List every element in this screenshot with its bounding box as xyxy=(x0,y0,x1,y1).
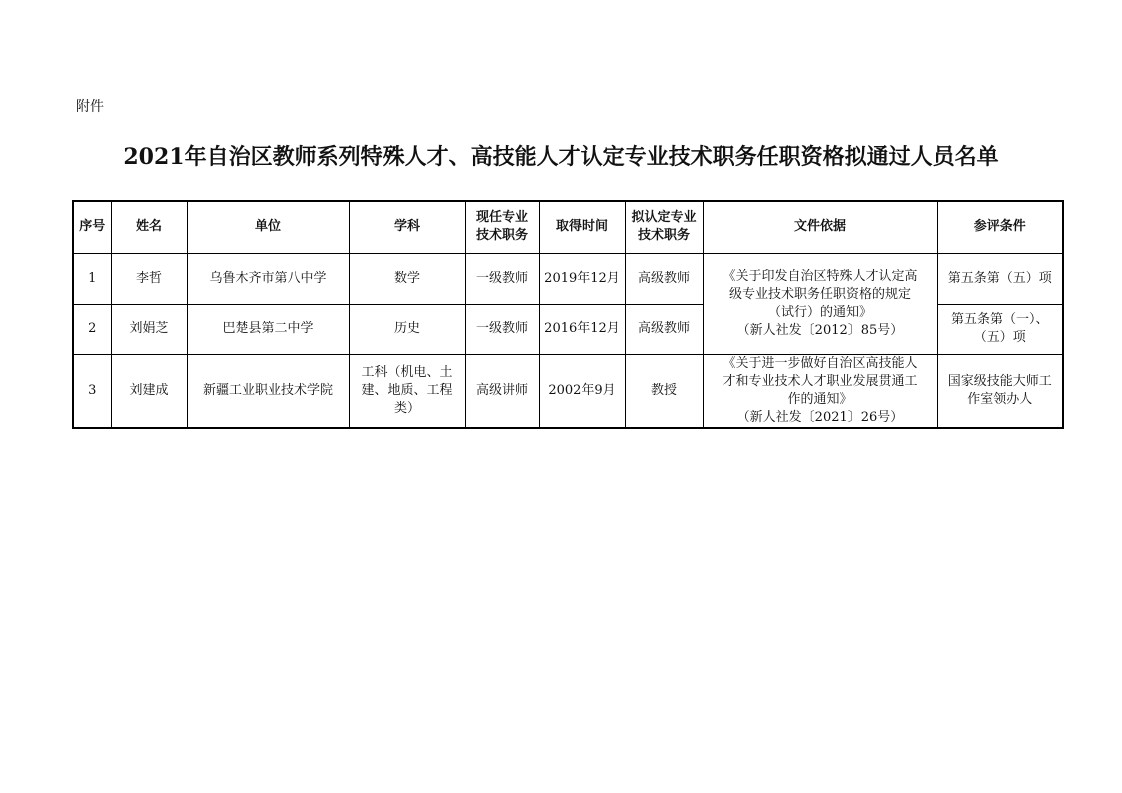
page-title: 2021年自治区教师系列特殊人才、高技能人才认定专业技术职务任职资格拟通过人员名单 xyxy=(123,144,999,170)
cell-criteria: 第五条第（五）项 xyxy=(937,253,1063,304)
cell-criteria xyxy=(937,304,1063,354)
header-current-title xyxy=(465,201,539,253)
header-subject: 学科 xyxy=(349,201,465,253)
cell-proposed-title: 高级教师 xyxy=(625,253,703,304)
table-header-row xyxy=(73,201,1063,253)
cell-no: 1 xyxy=(73,253,111,304)
attachment-label: 附件 xyxy=(76,99,104,115)
cell-no: 2 xyxy=(73,304,111,354)
subject-line2: 建、地质、工程 xyxy=(361,382,453,398)
doc-basis-line3: （试行）的通知》 xyxy=(767,304,872,320)
doc-basis-line4: （新人社发〔2021〕26号） xyxy=(736,409,904,425)
cell-current-title: 高级讲师 xyxy=(465,354,539,428)
cell-obtained-time: 2016年12月 xyxy=(539,304,625,354)
cell-unit: 新疆工业职业技术学院 xyxy=(187,354,349,428)
header-obtained-time: 取得时间 xyxy=(539,201,625,253)
criteria-line1: 国家级技能大师工 xyxy=(947,373,1052,389)
cell-subject: 数学 xyxy=(349,253,465,304)
doc-basis-line2: 才和专业技术人才职业发展贯通工 xyxy=(722,373,918,389)
header-document-basis: 文件依据 xyxy=(703,201,937,253)
doc-basis-line3: 作的通知》 xyxy=(787,391,853,407)
cell-obtained-time: 2019年12月 xyxy=(539,253,625,304)
cell-name: 刘娟芝 xyxy=(111,304,187,354)
cell-subject: 历史 xyxy=(349,304,465,354)
table-row xyxy=(73,354,1063,428)
cell-current-title: 一级教师 xyxy=(465,304,539,354)
cell-document-basis xyxy=(703,354,937,428)
doc-basis-line4: （新人社发〔2012〕85号） xyxy=(736,322,904,338)
subject-line3: 类） xyxy=(393,400,420,416)
doc-basis-line1: 《关于进一步做好自治区高技能人 xyxy=(722,355,918,371)
cell-criteria xyxy=(937,354,1063,428)
cell-proposed-title: 教授 xyxy=(625,354,703,428)
header-criteria: 参评条件 xyxy=(937,201,1063,253)
header-current-title-line1: 现任专业 xyxy=(475,210,528,226)
doc-basis-line2: 级专业技术职务任职资格的规定 xyxy=(728,286,911,302)
cell-current-title: 一级教师 xyxy=(465,253,539,304)
cell-unit: 巴楚县第二中学 xyxy=(187,304,349,354)
criteria-line1: 第五条第（一）、 xyxy=(950,312,1049,327)
header-current-title-line2: 技术职务 xyxy=(475,228,528,244)
cell-document-basis xyxy=(703,253,937,354)
candidate-table xyxy=(72,200,1064,429)
cell-unit: 乌鲁木齐市第八中学 xyxy=(187,253,349,304)
cell-no: 3 xyxy=(73,354,111,428)
cell-name: 李哲 xyxy=(111,253,187,304)
criteria-line2: 作室领办人 xyxy=(967,391,1033,407)
header-unit: 单位 xyxy=(187,201,349,253)
criteria-line2: （五）项 xyxy=(973,330,1026,345)
cell-subject xyxy=(349,354,465,428)
cell-name: 刘建成 xyxy=(111,354,187,428)
subject-line1: 工科（机电、土 xyxy=(361,364,453,380)
header-proposed-title xyxy=(625,201,703,253)
header-proposed-title-line1: 拟认定专业 xyxy=(631,210,697,226)
header-name: 姓名 xyxy=(111,201,187,253)
header-proposed-title-line2: 技术职务 xyxy=(637,228,690,244)
cell-proposed-title: 高级教师 xyxy=(625,304,703,354)
doc-basis-line1: 《关于印发自治区特殊人才认定高 xyxy=(722,268,918,284)
header-no: 序号 xyxy=(73,201,111,253)
table-row xyxy=(73,253,1063,304)
cell-obtained-time: 2002年9月 xyxy=(539,354,625,428)
